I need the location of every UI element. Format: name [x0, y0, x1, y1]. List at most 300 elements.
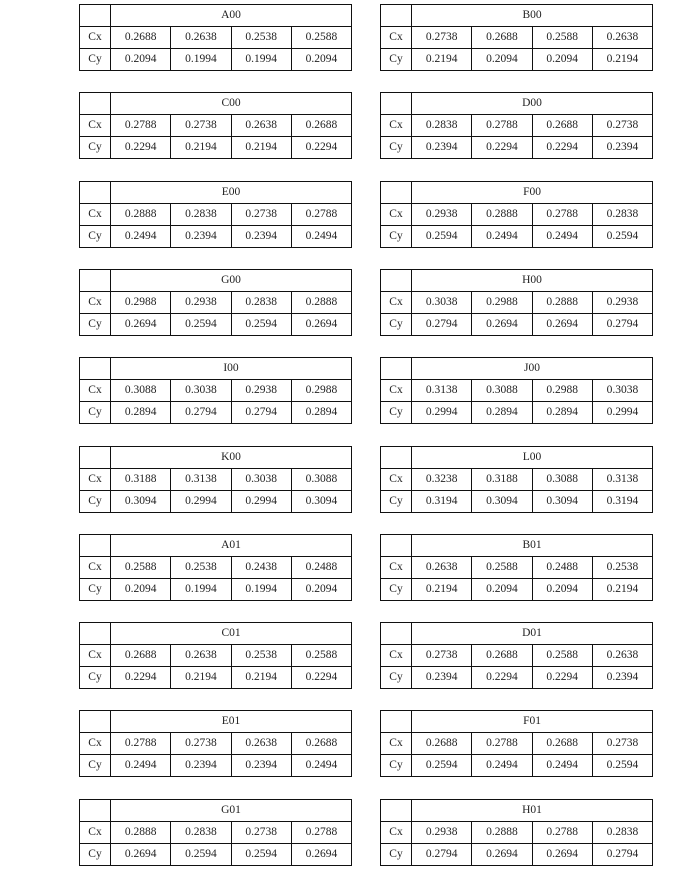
cy-value-cell: 0.2194 — [592, 578, 652, 600]
cx-value-cell: 0.2838 — [592, 203, 652, 225]
cx-value-cell: 0.3038 — [171, 380, 231, 402]
cx-value-cell: 0.2738 — [231, 821, 291, 843]
row-label: Cy — [381, 137, 412, 159]
table-title: B01 — [412, 534, 653, 556]
cx-value-cell: 0.2638 — [171, 645, 231, 667]
row-label: Cx — [381, 380, 412, 402]
cy-value-cell: 0.1994 — [231, 578, 291, 600]
cy-value-cell: 0.2694 — [111, 843, 171, 865]
table-row — [80, 578, 352, 600]
table-row — [80, 755, 352, 777]
table-row — [381, 468, 653, 490]
cx-value-cell: 0.2688 — [291, 733, 351, 755]
cy-value-cell: 0.2494 — [291, 225, 351, 247]
table-row — [381, 578, 653, 600]
cx-value-cell: 0.2588 — [111, 556, 171, 578]
chromaticity-table — [380, 181, 653, 248]
cy-value-cell: 0.2294 — [472, 137, 532, 159]
table-row — [381, 556, 653, 578]
cx-value-cell: 0.2688 — [472, 645, 532, 667]
cx-value-cell: 0.2938 — [412, 203, 472, 225]
cx-value-cell: 0.2688 — [532, 115, 592, 137]
cy-value-cell: 0.2794 — [412, 313, 472, 335]
cy-value-cell: 0.2694 — [472, 843, 532, 865]
cx-value-cell: 0.2838 — [171, 203, 231, 225]
cx-value-cell: 0.2888 — [532, 291, 592, 313]
table-corner-cell — [381, 5, 412, 27]
cy-value-cell: 0.2594 — [171, 313, 231, 335]
cx-value-cell: 0.3138 — [592, 468, 652, 490]
cy-value-cell: 0.2194 — [171, 137, 231, 159]
cx-value-cell: 0.2888 — [472, 203, 532, 225]
table-row — [381, 380, 653, 402]
row-label: Cx — [80, 821, 111, 843]
cx-value-cell: 0.2838 — [231, 291, 291, 313]
row-label: Cx — [80, 556, 111, 578]
cy-value-cell: 0.2594 — [171, 843, 231, 865]
cx-value-cell: 0.2688 — [111, 645, 171, 667]
row-label: Cx — [80, 203, 111, 225]
row-label: Cx — [381, 821, 412, 843]
table-title: G01 — [111, 799, 352, 821]
cx-value-cell: 0.2888 — [111, 203, 171, 225]
cx-value-cell: 0.2688 — [412, 733, 472, 755]
table-corner-cell — [381, 534, 412, 556]
cx-value-cell: 0.2438 — [231, 556, 291, 578]
cy-value-cell: 0.2494 — [532, 755, 592, 777]
table-corner-cell — [381, 623, 412, 645]
row-label: Cy — [381, 49, 412, 71]
cy-value-cell: 0.3094 — [472, 490, 532, 512]
row-label: Cy — [80, 225, 111, 247]
cx-value-cell: 0.2488 — [291, 556, 351, 578]
chromaticity-table — [380, 357, 653, 424]
cy-value-cell: 0.2294 — [291, 137, 351, 159]
cy-value-cell: 0.1994 — [231, 49, 291, 71]
cy-value-cell: 0.2094 — [532, 578, 592, 600]
cx-value-cell: 0.2788 — [532, 203, 592, 225]
cx-value-cell: 0.3088 — [111, 380, 171, 402]
table-title: H00 — [412, 269, 653, 291]
chromaticity-table — [79, 4, 352, 71]
table-row — [381, 755, 653, 777]
cy-value-cell: 0.2894 — [291, 402, 351, 424]
cx-value-cell: 0.3138 — [412, 380, 472, 402]
cy-value-cell: 0.2094 — [472, 49, 532, 71]
cy-value-cell: 0.2694 — [111, 313, 171, 335]
row-label: Cy — [381, 755, 412, 777]
cy-value-cell: 0.2194 — [231, 137, 291, 159]
table-title: C00 — [111, 93, 352, 115]
row-label: Cx — [381, 468, 412, 490]
table-row — [381, 27, 653, 49]
row-label: Cx — [381, 733, 412, 755]
cx-value-cell: 0.2938 — [592, 291, 652, 313]
table-row — [381, 490, 653, 512]
row-label: Cy — [381, 313, 412, 335]
table-row — [80, 137, 352, 159]
table-corner-cell — [80, 534, 111, 556]
table-row — [80, 667, 352, 689]
cy-value-cell: 0.3094 — [111, 490, 171, 512]
cy-value-cell: 0.2894 — [472, 402, 532, 424]
cy-value-cell: 0.2194 — [231, 667, 291, 689]
table-row — [80, 225, 352, 247]
table-row — [381, 821, 653, 843]
cy-value-cell: 0.2494 — [111, 225, 171, 247]
chromaticity-table — [380, 446, 653, 513]
row-label: Cy — [80, 578, 111, 600]
table-title: E01 — [111, 711, 352, 733]
table-row — [80, 27, 352, 49]
cx-value-cell: 0.2638 — [231, 733, 291, 755]
cx-value-cell: 0.2938 — [231, 380, 291, 402]
cy-value-cell: 0.2394 — [412, 667, 472, 689]
chromaticity-table — [380, 799, 653, 866]
chromaticity-table — [380, 622, 653, 689]
cx-value-cell: 0.3088 — [291, 468, 351, 490]
cy-value-cell: 0.2494 — [291, 755, 351, 777]
table-row — [381, 291, 653, 313]
row-label: Cy — [381, 402, 412, 424]
table-title: H01 — [412, 799, 653, 821]
table-title: F00 — [412, 181, 653, 203]
cx-value-cell: 0.2838 — [171, 821, 231, 843]
table-row — [381, 843, 653, 865]
cx-value-cell: 0.3088 — [472, 380, 532, 402]
table-corner-cell — [381, 358, 412, 380]
cy-value-cell: 0.2994 — [171, 490, 231, 512]
cx-value-cell: 0.2788 — [532, 821, 592, 843]
cx-value-cell: 0.3238 — [412, 468, 472, 490]
cx-value-cell: 0.2788 — [472, 733, 532, 755]
row-label: Cy — [80, 490, 111, 512]
table-row — [381, 733, 653, 755]
cx-value-cell: 0.3038 — [592, 380, 652, 402]
cx-value-cell: 0.2788 — [111, 115, 171, 137]
row-label: Cy — [80, 843, 111, 865]
row-label: Cy — [381, 667, 412, 689]
chromaticity-table — [380, 534, 653, 601]
cy-value-cell: 0.2394 — [171, 755, 231, 777]
cy-value-cell: 0.2794 — [231, 402, 291, 424]
cy-value-cell: 0.2294 — [111, 137, 171, 159]
cx-value-cell: 0.2938 — [412, 821, 472, 843]
cy-value-cell: 0.2094 — [532, 49, 592, 71]
cy-value-cell: 0.2694 — [291, 313, 351, 335]
table-corner-cell — [80, 358, 111, 380]
chromaticity-table — [79, 799, 352, 866]
table-corner-cell — [80, 181, 111, 203]
cy-value-cell: 0.2194 — [412, 49, 472, 71]
cx-value-cell: 0.2938 — [171, 291, 231, 313]
chromaticity-table — [79, 710, 352, 777]
chromaticity-table — [79, 181, 352, 248]
cy-value-cell: 0.2194 — [412, 578, 472, 600]
cx-value-cell: 0.2638 — [171, 27, 231, 49]
row-label: Cx — [80, 645, 111, 667]
cx-value-cell: 0.2538 — [171, 556, 231, 578]
cy-value-cell: 0.2094 — [472, 578, 532, 600]
cx-value-cell: 0.3038 — [231, 468, 291, 490]
table-title: F01 — [412, 711, 653, 733]
cy-value-cell: 0.2094 — [111, 578, 171, 600]
cx-value-cell: 0.2538 — [231, 645, 291, 667]
cy-value-cell: 0.2394 — [412, 137, 472, 159]
cx-value-cell: 0.2888 — [111, 821, 171, 843]
table-title: C01 — [111, 623, 352, 645]
row-label: Cx — [80, 733, 111, 755]
table-corner-cell — [381, 269, 412, 291]
table-title: B00 — [412, 5, 653, 27]
row-label: Cy — [381, 225, 412, 247]
table-row — [381, 402, 653, 424]
cy-value-cell: 0.3194 — [412, 490, 472, 512]
cx-value-cell: 0.2988 — [532, 380, 592, 402]
table-row — [80, 821, 352, 843]
row-label: Cy — [80, 402, 111, 424]
cy-value-cell: 0.2494 — [472, 225, 532, 247]
cy-value-cell: 0.2794 — [592, 843, 652, 865]
cy-value-cell: 0.2694 — [291, 843, 351, 865]
chromaticity-table — [79, 534, 352, 601]
cy-value-cell: 0.2594 — [231, 313, 291, 335]
cx-value-cell: 0.2688 — [111, 27, 171, 49]
table-row — [80, 115, 352, 137]
cx-value-cell: 0.2688 — [532, 733, 592, 755]
table-row — [381, 645, 653, 667]
row-label: Cx — [381, 27, 412, 49]
cx-value-cell: 0.2638 — [412, 556, 472, 578]
table-corner-cell — [381, 711, 412, 733]
cx-value-cell: 0.2738 — [592, 115, 652, 137]
cx-value-cell: 0.3188 — [111, 468, 171, 490]
cy-value-cell: 0.2294 — [472, 667, 532, 689]
cy-value-cell: 0.2594 — [231, 843, 291, 865]
cy-value-cell: 0.2594 — [412, 755, 472, 777]
cx-value-cell: 0.2488 — [532, 556, 592, 578]
cx-value-cell: 0.2588 — [472, 556, 532, 578]
cy-value-cell: 0.1994 — [171, 578, 231, 600]
table-row — [381, 137, 653, 159]
cy-value-cell: 0.2194 — [592, 49, 652, 71]
table-row — [80, 380, 352, 402]
table-corner-cell — [381, 446, 412, 468]
table-corner-cell — [80, 623, 111, 645]
chromaticity-table — [380, 269, 653, 336]
cx-value-cell: 0.2588 — [291, 27, 351, 49]
row-label: Cx — [80, 468, 111, 490]
cx-value-cell: 0.2588 — [291, 645, 351, 667]
table-row — [80, 645, 352, 667]
cy-value-cell: 0.2794 — [412, 843, 472, 865]
table-title: A00 — [111, 5, 352, 27]
table-corner-cell — [381, 93, 412, 115]
table-row — [80, 313, 352, 335]
table-title: K00 — [111, 446, 352, 468]
row-label: Cx — [381, 291, 412, 313]
cx-value-cell: 0.2888 — [291, 291, 351, 313]
cx-value-cell: 0.2988 — [291, 380, 351, 402]
table-title: A01 — [111, 534, 352, 556]
cy-value-cell: 0.2994 — [231, 490, 291, 512]
table-row — [381, 313, 653, 335]
table-title: E00 — [111, 181, 352, 203]
chromaticity-table — [380, 92, 653, 159]
cx-value-cell: 0.2838 — [592, 821, 652, 843]
row-label: Cy — [80, 137, 111, 159]
cx-value-cell: 0.3038 — [412, 291, 472, 313]
cy-value-cell: 0.2794 — [171, 402, 231, 424]
row-label: Cy — [80, 755, 111, 777]
table-corner-cell — [80, 799, 111, 821]
table-corner-cell — [80, 93, 111, 115]
cy-value-cell: 0.2094 — [111, 49, 171, 71]
cx-value-cell: 0.2738 — [171, 115, 231, 137]
table-row — [80, 203, 352, 225]
cy-value-cell: 0.2594 — [592, 225, 652, 247]
table-row — [80, 49, 352, 71]
cy-value-cell: 0.2494 — [472, 755, 532, 777]
row-label: Cy — [381, 843, 412, 865]
cx-value-cell: 0.2788 — [472, 115, 532, 137]
cy-value-cell: 0.2294 — [291, 667, 351, 689]
cy-value-cell: 0.2694 — [472, 313, 532, 335]
table-row — [80, 733, 352, 755]
row-label: Cx — [80, 115, 111, 137]
cx-value-cell: 0.2988 — [472, 291, 532, 313]
cx-value-cell: 0.3138 — [171, 468, 231, 490]
chromaticity-table — [380, 4, 653, 71]
cx-value-cell: 0.2538 — [592, 556, 652, 578]
table-corner-cell — [80, 446, 111, 468]
cx-value-cell: 0.3188 — [472, 468, 532, 490]
table-row — [381, 667, 653, 689]
cx-value-cell: 0.2788 — [291, 821, 351, 843]
cy-value-cell: 0.2394 — [231, 755, 291, 777]
table-row — [80, 468, 352, 490]
cx-value-cell: 0.2788 — [111, 733, 171, 755]
row-label: Cy — [80, 667, 111, 689]
cy-value-cell: 0.3094 — [532, 490, 592, 512]
cy-value-cell: 0.2194 — [171, 667, 231, 689]
table-title: L00 — [412, 446, 653, 468]
chromaticity-table — [79, 269, 352, 336]
chromaticity-table — [380, 710, 653, 777]
cx-value-cell: 0.2888 — [472, 821, 532, 843]
table-row — [381, 225, 653, 247]
cy-value-cell: 0.2894 — [532, 402, 592, 424]
cy-value-cell: 0.2994 — [412, 402, 472, 424]
chromaticity-table — [79, 446, 352, 513]
row-label: Cy — [381, 490, 412, 512]
table-row — [80, 843, 352, 865]
table-title: D00 — [412, 93, 653, 115]
table-title: G00 — [111, 269, 352, 291]
table-row — [381, 49, 653, 71]
table-corner-cell — [80, 711, 111, 733]
chromaticity-table — [79, 622, 352, 689]
cy-value-cell: 0.2494 — [532, 225, 592, 247]
cy-value-cell: 0.1994 — [171, 49, 231, 71]
cy-value-cell: 0.2694 — [532, 313, 592, 335]
table-row — [381, 115, 653, 137]
cx-value-cell: 0.2638 — [592, 27, 652, 49]
table-row — [80, 490, 352, 512]
cy-value-cell: 0.3194 — [592, 490, 652, 512]
table-row — [80, 556, 352, 578]
row-label: Cy — [381, 578, 412, 600]
table-row — [80, 402, 352, 424]
cy-value-cell: 0.2394 — [592, 137, 652, 159]
table-title: I00 — [111, 358, 352, 380]
cy-value-cell: 0.2294 — [111, 667, 171, 689]
cx-value-cell: 0.2838 — [412, 115, 472, 137]
cx-value-cell: 0.2788 — [291, 203, 351, 225]
table-corner-cell — [80, 5, 111, 27]
row-label: Cx — [80, 380, 111, 402]
cx-value-cell: 0.2638 — [592, 645, 652, 667]
cx-value-cell: 0.2738 — [592, 733, 652, 755]
cy-value-cell: 0.2294 — [532, 137, 592, 159]
cy-value-cell: 0.2494 — [111, 755, 171, 777]
row-label: Cx — [381, 645, 412, 667]
cy-value-cell: 0.2394 — [231, 225, 291, 247]
table-corner-cell — [381, 799, 412, 821]
chromaticity-table — [79, 357, 352, 424]
table-corner-cell — [80, 269, 111, 291]
cy-value-cell: 0.2294 — [532, 667, 592, 689]
cx-value-cell: 0.2738 — [231, 203, 291, 225]
cy-value-cell: 0.2094 — [291, 49, 351, 71]
table-row — [381, 203, 653, 225]
cx-value-cell: 0.2588 — [532, 645, 592, 667]
cx-value-cell: 0.2638 — [231, 115, 291, 137]
table-title: J00 — [412, 358, 653, 380]
cx-value-cell: 0.2988 — [111, 291, 171, 313]
row-label: Cx — [80, 291, 111, 313]
row-label: Cx — [381, 203, 412, 225]
cy-value-cell: 0.2894 — [111, 402, 171, 424]
cy-value-cell: 0.3094 — [291, 490, 351, 512]
table-corner-cell — [381, 181, 412, 203]
cx-value-cell: 0.2738 — [412, 27, 472, 49]
cy-value-cell: 0.2794 — [592, 313, 652, 335]
cy-value-cell: 0.2394 — [171, 225, 231, 247]
row-label: Cx — [80, 27, 111, 49]
cx-value-cell: 0.3088 — [532, 468, 592, 490]
row-label: Cy — [80, 49, 111, 71]
cx-value-cell: 0.2588 — [532, 27, 592, 49]
cx-value-cell: 0.2738 — [171, 733, 231, 755]
cy-value-cell: 0.2094 — [291, 578, 351, 600]
cy-value-cell: 0.2594 — [592, 755, 652, 777]
cx-value-cell: 0.2688 — [472, 27, 532, 49]
row-label: Cy — [80, 313, 111, 335]
cx-value-cell: 0.2538 — [231, 27, 291, 49]
cy-value-cell: 0.2594 — [412, 225, 472, 247]
cy-value-cell: 0.2694 — [532, 843, 592, 865]
row-label: Cx — [381, 556, 412, 578]
row-label: Cx — [381, 115, 412, 137]
cy-value-cell: 0.2994 — [592, 402, 652, 424]
table-title: D01 — [412, 623, 653, 645]
cy-value-cell: 0.2394 — [592, 667, 652, 689]
cx-value-cell: 0.2738 — [412, 645, 472, 667]
table-row — [80, 291, 352, 313]
cx-value-cell: 0.2688 — [291, 115, 351, 137]
chromaticity-table — [79, 92, 352, 159]
